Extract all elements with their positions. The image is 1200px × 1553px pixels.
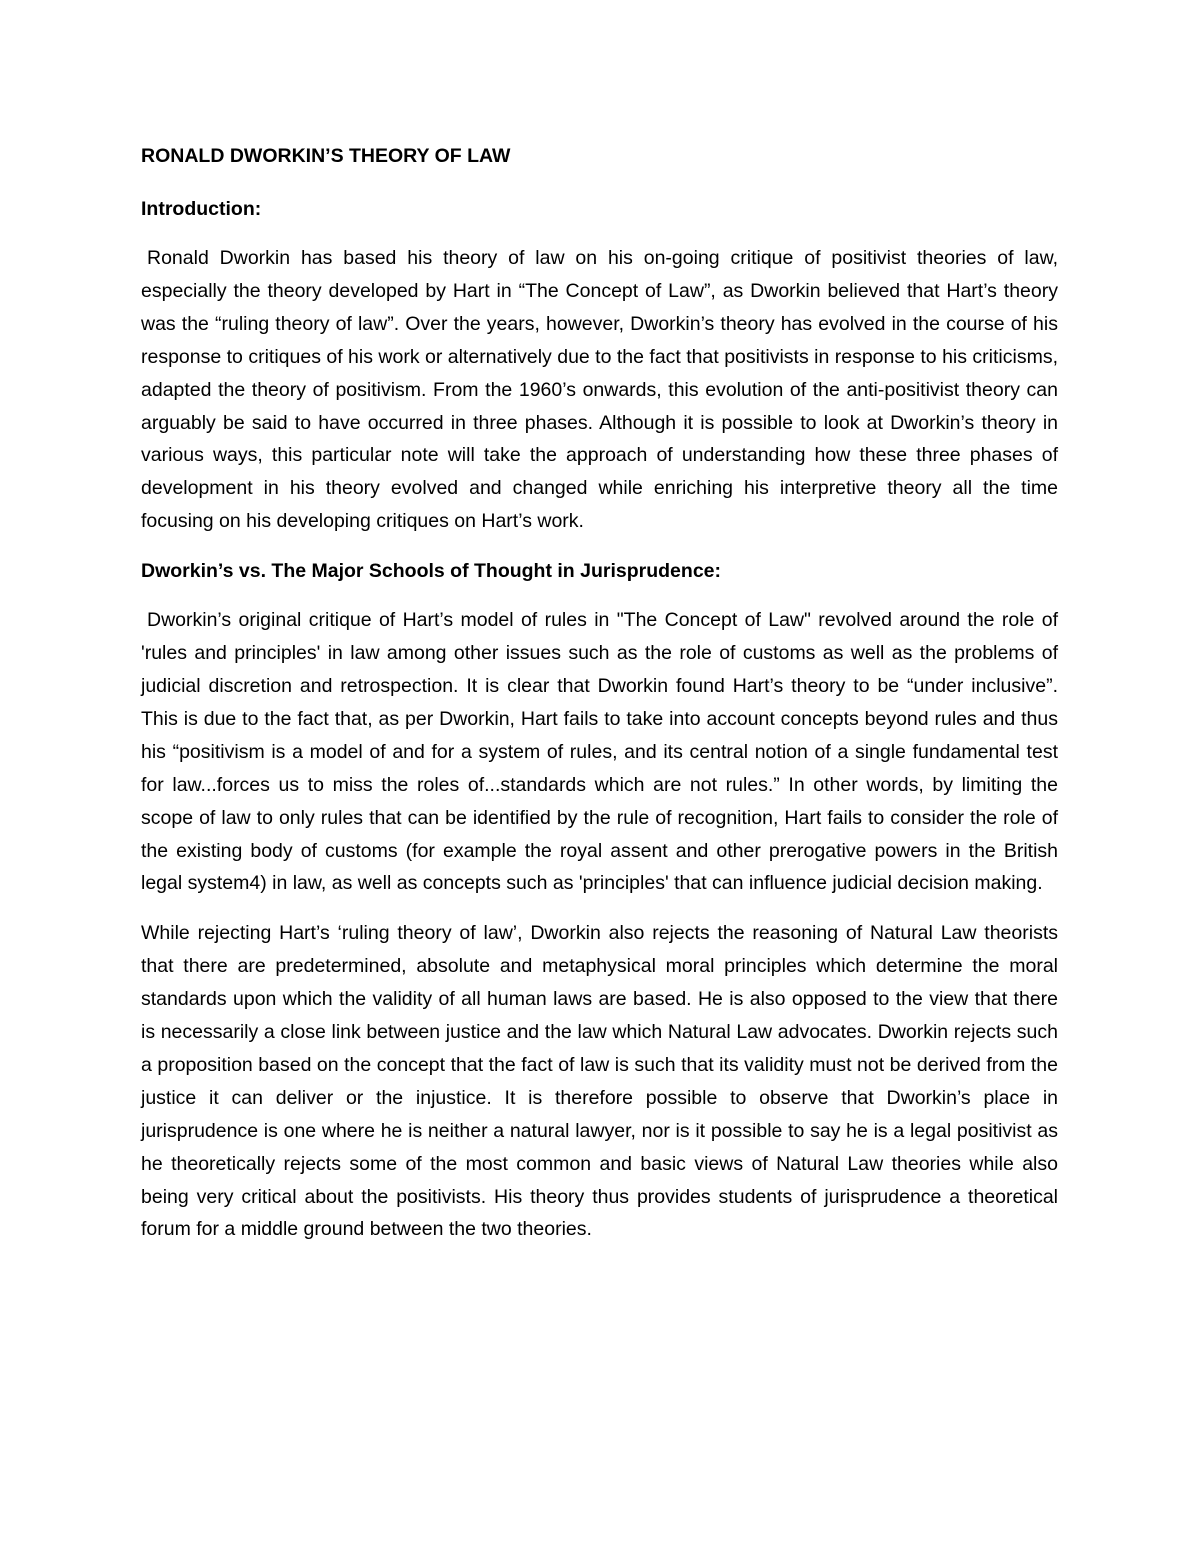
paragraph-natural-law: While rejecting Hart’s ‘ruling theory of law’, Dworkin also rejects the reasoning of Natural Law theorists that there are predetermined, absolute and metaphysical moral principles which determine the moral standards upon which the validity of all human laws are based. He is also opposed to the view that there is necessarily a close link between justice and the law which Natural Law advocates. Dworkin rejects such a proposition based on the concept that the fact of law is such that its validity must not be derived from the justice it can deliver or the injustice. It is therefore possible to observe that Dworkin’s place in jurisprudence is one where he is neither a natural lawyer, nor is it possible to say he is a legal positivist as he theoretically rejects some of the most common and basic views of Natural Law theories while also being very critical about the positivists. His theory thus provides students of jurisprudence a theoretical forum for a middle ground between the two theories.: [141, 922, 1058, 1241]
paragraph-introduction: Ronald Dworkin has based his theory of law on his on-going critique of positivist theories of law, especially the theory developed by Hart in “The Concept of Law”, as Dworkin believed that Hart’s theory was the “ruling theory of law”. Over the years, however, Dworkin’s theory has evolved in the course of his response to critiques of his work or alternatively due to the fact that positivists in response to his criticisms, adapted the theory of positivism. From the 1960’s onwards, this evolution of the anti-positivist theory can arguably be said to have occurred in three phases. Although it is possible to look at Dworkin’s theory in various ways, this particular note will take the approach of understanding how these three phases of development in his theory evolved and changed while enriching his interpretive theory all the time focusing on his developing critiques on Hart’s work.: [141, 247, 1058, 533]
document-title: RONALD DWORKIN’S THEORY OF LAW: [141, 145, 511, 167]
section-heading-introduction: Introduction:: [141, 198, 262, 220]
paragraph-hart-critique: Dworkin’s original critique of Hart’s model of rules in "The Concept of Law" revolved around the role of 'rules and principles' in law among other issues such as the role of customs as well as the problems of judicial discretion and retrospection. It is clear that Dworkin found Hart’s theory to be “under inclusive”. This is due to the fact that, as per Dworkin, Hart fails to take into account concepts beyond rules and thus his “positivism is a model of and for a system of rules, and its central notion of a single fundamental test for law...forces us to miss the roles of...standards which are not rules.” In other words, by limiting the scope of law to only rules that can be identified by the rule of recognition, Hart fails to consider the role of the existing body of customs (for example the royal assent and other prerogative powers in the British legal system4) in law, as well as concepts such as 'principles' that can influence judicial decision making.: [141, 609, 1058, 895]
section-heading-schools-of-thought: Dworkin’s vs. The Major Schools of Thought in Jurisprudence:: [141, 560, 722, 583]
document-page: [141, 140, 1058, 1263]
